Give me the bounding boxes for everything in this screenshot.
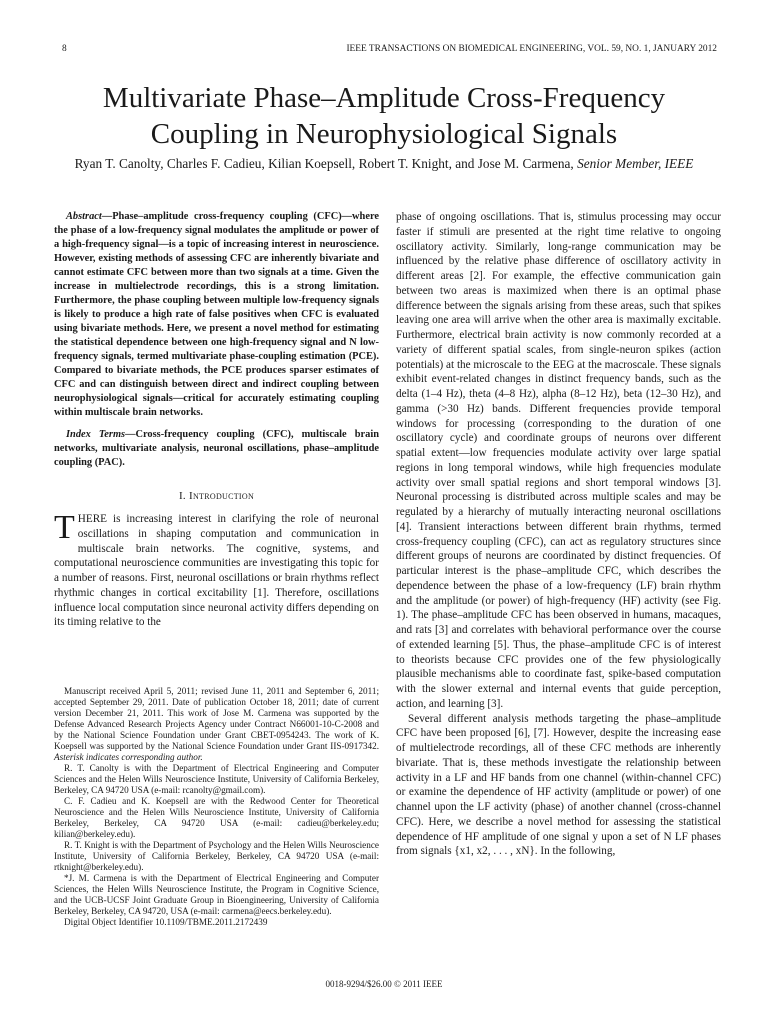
footnote-item: *J. M. Carmena is with the Department of Electrical Engineering and Computer Sciences, the Helen Wills Neuroscience Institute, the Program in Cognitive Science, and the UCB-UCSF Joint Graduate Group in Bioengineering, University of California Berkeley, Berkeley, CA 94720, USA (e-mail: carmena@eecs.berkeley.edu).	[54, 873, 379, 916]
section-number: I.	[178, 490, 186, 502]
copyright-footer: 0018-9294/$26.00 © 2011 IEEE	[325, 979, 443, 989]
abstract	[54, 210, 379, 420]
index-terms	[54, 428, 379, 470]
footnote-item: R. T. Canolty is with the Department of Electrical Engineering and Computer Sciences and the Helen Wills Neuroscience Institute, University of California Berkeley, Berkeley, CA 94720 USA (e-mail: rcanolty@gmail.com).	[54, 763, 379, 795]
authors-member: Senior Member, IEEE	[573, 156, 694, 171]
footnote-doi: Digital Object Identifier 10.1109/TBME.2011.2172439	[64, 917, 268, 927]
page-number: 8	[62, 44, 67, 54]
title-line-1: Multivariate Phase–Amplitude Cross-Frequency	[102, 82, 666, 114]
drop-cap: T	[54, 509, 75, 546]
index-terms-text: —Cross-frequency coupling (CFC), multiscale brain networks, multivariate analysis, neuronal oscillations, phase–amplitude coupling (PAC).	[54, 429, 379, 468]
abstract-label: Abstract	[66, 211, 102, 222]
footnote-asterisk: Asterisk indicates corresponding author.	[54, 752, 203, 762]
index-terms-label: Index Terms	[66, 429, 126, 440]
footnote-manuscript: Manuscript received April 5, 2011; revised June 11, 2011 and September 6, 2011; accepted September 29, 2011. Date of publication October 18, 2011; date of current version December 21, 2011. This work of Jose M. Carmena was supported by the Defense Advanced Research Projects Agency under Contract N66001-10-C-2008 and by the National Science Foundation under Grant CBET-0954243. The work of K. Koepsell was supported by the National Science Foundation under Grant IIS-0917342. Asterisk indicates corresponding author.	[54, 686, 379, 762]
paper-title	[40, 80, 728, 152]
title-line-2: Coupling in Neurophysiological Signals	[150, 118, 618, 150]
abstract-text: —Phase–amplitude cross-frequency coupling (CFC)—where the phase of a low-frequency signal modulates the amplitude or power of a high-frequency signal—is a topic of increasing interest in neuroscience. However, existing methods of assessing CFC are inherently bivariate and cannot estimate CFC between more than two signals at a time. Given the increase in multielectrode recordings, this is a strong limitation. Furthermore, the phase coupling between multiple low-frequency signals is likely to produce a high rate of false positives when CFC is evaluated using bivariate methods. Here, we present a novel method for estimating the statistical dependence between one high-frequency signal and N low-frequency signals, termed multivariate phase-coupling estimation (PCE). Compared to bivariate methods, the PCE produces sparser estimates of CFC and can distinguish between direct and indirect coupling between neurophysiological signals—critical for accurately estimating coupling within multiscale brain networks.	[54, 211, 379, 418]
footnote-item: R. T. Knight is with the Department of Psychology and the Helen Wills Neuroscience Institute, University of California Berkeley, Berkeley, CA 94720 USA (e-mail: rtknight@berkeley.edu).	[54, 840, 379, 872]
journal-header: IEEE TRANSACTIONS ON BIOMEDICAL ENGINEERING, VOL. 59, NO. 1, JANUARY 2012	[346, 44, 717, 54]
footnote-item: C. F. Cadieu and K. Koepsell are with the Redwood Center for Theoretical Neuroscience and the Helen Wills Neuroscience Institute, University of California Berkeley, Berkeley, CA 94720 USA (e-mail: cadieu@berkeley.edu; kilian@berkeley.edu).	[54, 796, 379, 839]
authors-names: Ryan T. Canolty, Charles F. Cadieu, Kilian Koepsell, Robert T. Knight, and Jose M. Carmena,	[74, 156, 574, 171]
intro-text: HERE is increasing interest in clarifying the role of neuronal oscillations in shaping computation and communication in multiscale brain networks. The cognitive, systems, and computational neuroscience communities are investigating this topic for a number of reasons. First, neuronal oscillations or brain rhythms reflect rhythmic changes in cortical excitability [1]. Therefore, oscillations influence local computation since neuronal activity differs depending on its timing relative to the	[54, 513, 379, 629]
right-paragraph-1: phase of ongoing oscillations. That is, stimulus processing may occur faster if stimuli are presented at the right time relative to ongoing oscillatory activity. Similarly, long-range communication may be influenced by the relative phase difference of oscillatory activity in different areas [2]. For example, the effective communication gain between two areas is maximized when there is an optimal phase difference between the signals arising from these areas, such that spikes leaving one area will arrive when the other area is maximally excitable. Furthermore, electrical brain activity is now commonly recorded at a variety of different spatial scales, from single-neuron spikes (action potentials) at the microscale to the EEG at the macroscale. These signals exhibit event-related changes in distinct frequency bands, such as the delta (1–4 Hz), theta (4–8 Hz), alpha (8–12 Hz), beta (12–30 Hz), and gamma (>30 Hz) bands. Different frequencies provide temporal windows for processing (corresponding to the duration of one oscillatory cycle) and coordinate groups of neurons over different spatial extent—low frequencies modulate activity over large spatial regions in long temporal windows, while high frequencies modulate activity over small spatial regions and short temporal windows [3]. Neuronal processing is distributed across multiple scales and may be regulated by a hierarchy of mutually interacting neuronal oscillations [4]. Transient interactions between different brain rhythms, termed cross-frequency coupling (CFC), can act as regulatory structures since different groups of neurons are coordinated by distinct frequencies. Of particular interest is the phase–amplitude CFC, which describes the dependence between the phase of a low-frequency (LF) brain rhythm and the amplitude (or power) of high-frequency (HF) activity (see Fig. 1). The phase–amplitude CFC has been observed in humans, macaques, and rats [3] and correlates with behavioral performance over the course of extended learning [5]. Thus, the phase–amplitude CFC is of interest to theorists because CFC provides one of the few physiologically plausible mechanisms able to coordinate fast, spike-based computation with the slower external and internal events that guide perception, action, and learning [3].	[396, 211, 721, 710]
section-heading	[54, 490, 379, 502]
intro-paragraph	[54, 509, 379, 630]
author-list	[40, 156, 728, 172]
section-title: Introduction	[189, 490, 255, 502]
right-paragraph-2: Several different analysis methods targeting the phase–amplitude CFC have been proposed [6], [7]. However, despite the increasing ease of multielectrode recordings, all of these CFC methods are inherently bivariate. That is, these methods investigate the relationship between activity in a LF and HF bands from one channel (within-channel CFC) or examine the dependence of HF activity (amplitude or power) of one channel upon the LF activity (phase) of another channel (cross-channel CFC). Here, we describe a novel method for assessing the statistical dependence of HF amplitude of one signal y upon a set of N LF phases from signals {x1, x2, . . . , xN}. In the following,	[396, 712, 721, 858]
right-column	[396, 210, 721, 859]
footnotes	[54, 686, 379, 928]
